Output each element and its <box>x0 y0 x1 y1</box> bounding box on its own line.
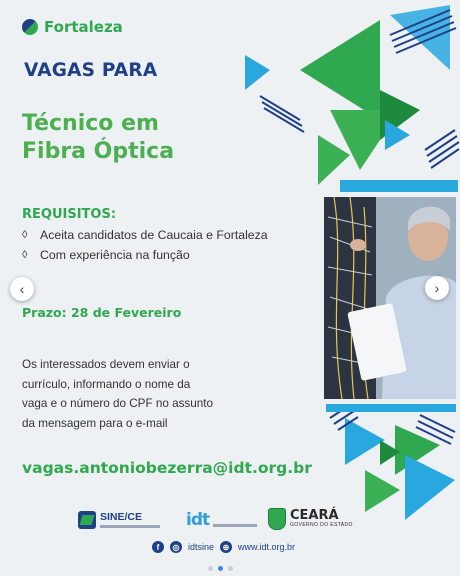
diamond-bullet-icon: ◊ <box>22 229 28 241</box>
idt-logo-subtext <box>213 524 257 527</box>
requirement-item <box>22 245 268 265</box>
partner-logos <box>0 508 460 542</box>
previous-slide-button[interactable] <box>10 277 34 301</box>
chevron-left-icon: ‹ <box>19 281 25 297</box>
ceara-crest-icon <box>268 508 286 530</box>
instructions-line: da mensagem para o e-mail <box>22 416 168 430</box>
website-url: www.idt.org.br <box>238 542 296 552</box>
globe-icon: ⊕ <box>220 541 232 553</box>
job-title-line-1: Técnico em <box>22 111 159 136</box>
carousel-dot[interactable] <box>208 566 213 571</box>
instructions-line: currículo, informando o nome da <box>22 377 191 391</box>
carousel-dot-active[interactable] <box>218 566 223 571</box>
carousel-dot[interactable] <box>228 566 233 571</box>
idt-logo <box>186 510 257 530</box>
city-label <box>22 18 123 36</box>
instructions <box>22 355 222 433</box>
city-name: Fortaleza <box>44 18 123 36</box>
heading: VAGAS PARA <box>24 60 158 81</box>
ceara-logo-subtext: GOVERNO DO ESTADO <box>290 522 353 528</box>
requirement-item <box>22 225 268 245</box>
requirement-text: Aceita candidatos de Caucaia e Fortaleza <box>40 228 268 242</box>
chevron-right-icon: › <box>434 280 440 296</box>
instructions-line: vaga e o número do CPF no assunto <box>22 397 214 410</box>
facebook-icon: f <box>152 541 164 553</box>
idt-logo-icon: idt <box>186 510 210 530</box>
social-links <box>152 541 295 553</box>
sine-logo-subtext <box>100 525 160 528</box>
sine-logo-text: SINE/CE <box>100 511 143 523</box>
diamond-bullet-icon: ◊ <box>22 249 28 261</box>
requirement-text: Com experiência na função <box>40 248 190 262</box>
sine-logo-icon <box>78 511 96 529</box>
instagram-icon: ◎ <box>170 541 182 553</box>
requirements-title: REQUISITOS: <box>22 207 117 222</box>
deadline: Prazo: 28 de Fevereiro <box>22 305 182 320</box>
instructions-line: Os interessados devem enviar o <box>22 358 190 371</box>
social-handle: idtsine <box>188 542 215 552</box>
ceara-government-logo <box>268 508 353 530</box>
location-logo-icon <box>22 19 38 35</box>
job-title <box>22 110 174 166</box>
carousel-indicators <box>208 566 233 571</box>
requirements-list <box>22 225 268 265</box>
next-slide-button[interactable] <box>425 276 449 300</box>
sine-ce-logo <box>78 511 160 529</box>
job-title-line-2: Fibra Óptica <box>22 139 175 164</box>
ceara-logo-text: CEARÁ <box>290 508 339 523</box>
contact-email: vagas.antoniobezerra@idt.org.br <box>22 459 312 477</box>
